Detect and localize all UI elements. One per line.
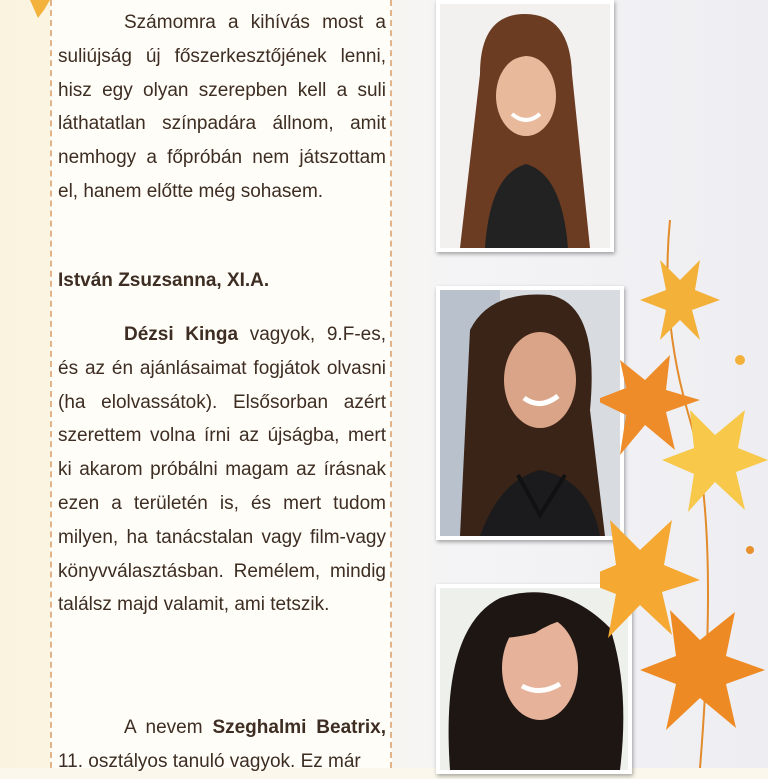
paragraph-intro (58, 6, 386, 209)
autumn-leaves-decoration (600, 220, 768, 768)
name-kinga: Dézsi Kinga (124, 324, 239, 345)
author-signature: István Zsuzsanna, XI.A. (58, 270, 270, 291)
paragraph-beatrix-intro: A nevem (124, 717, 213, 738)
paragraph-beatrix-text: 11. osztályos tanuló vagyok. Ez már (58, 750, 361, 772)
article-column (50, 0, 392, 772)
name-beatrix: Szeghalmi Beatrix, (212, 717, 386, 738)
photo-kinga (436, 286, 624, 540)
paragraph-kinga (58, 318, 386, 622)
corner-leaf-icon (28, 0, 52, 20)
paragraph-kinga-text: vagyok, 9.F-es, és az én ajánlásaimat fogjátok olvasni (ha elolvassátok). Elsősorban azért szerettem volna írni az újságba, mert ki akarom próbálni magam az írásnak ezen a területén is, és mert tudom milyen, ha tanácstalan vagy film-vagy könyvválasztásban. Remélem, mindig találsz majd valamit, ami tetszik. (58, 324, 386, 616)
photo-zsuzsanna (436, 0, 614, 252)
paragraph-intro-text: Számomra a kihívás most a suliújság új főszerkesztőjének lenni, hisz egy olyan szerepben kell a suli láthatatlan színpadára állnom, amit nemhogy a főpróbán nem játszottam el, hanem előtte még sohasem. (58, 12, 386, 202)
paragraph-beatrix (58, 711, 386, 779)
